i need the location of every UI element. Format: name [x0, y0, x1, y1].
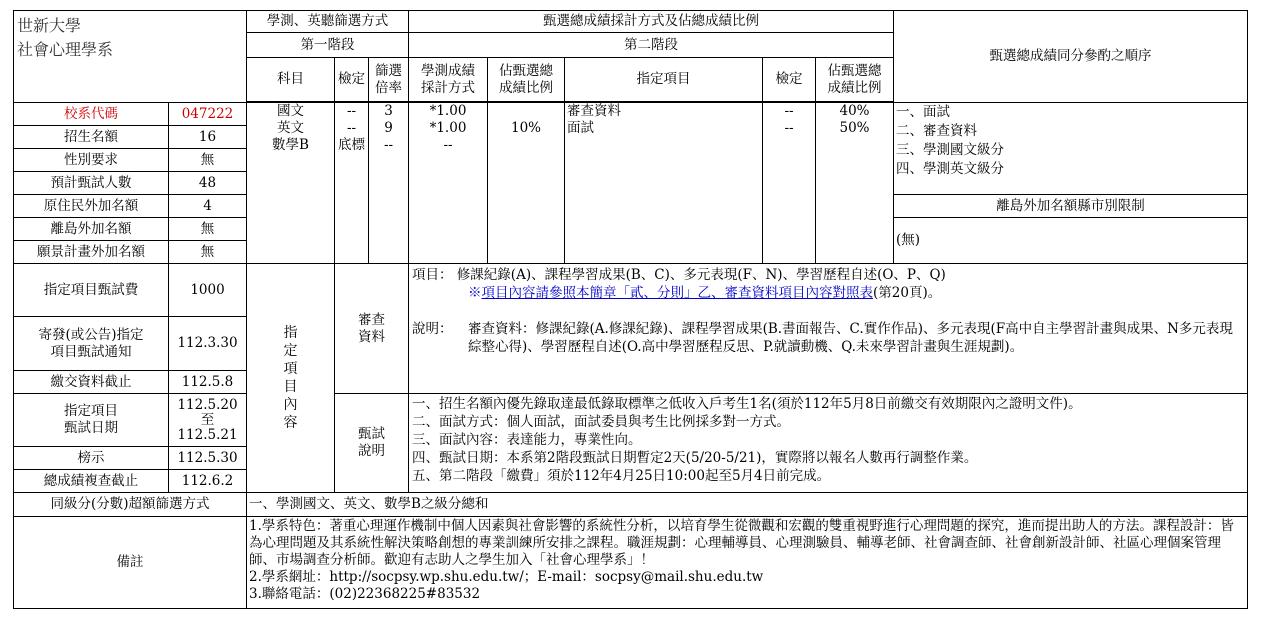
info-value: 無 — [169, 241, 247, 264]
info-value: 48 — [169, 172, 247, 195]
schedule-label: 總成績複查截止 — [14, 470, 169, 493]
subject-item: 英文 — [277, 120, 304, 136]
review-items-text: 修課紀錄(A)、課程學習成果(B、C)、多元表現(F、N)、學習歷程自述(O、P、Q) — [456, 267, 946, 283]
item-percent: 50% — [839, 120, 870, 136]
stage2-item-percents — [816, 103, 894, 264]
gsat-method-item: *1.00 — [429, 120, 467, 136]
subject-item: 國文 — [277, 103, 304, 119]
review-note — [412, 284, 1244, 302]
info-label: 性別要求 — [14, 149, 169, 172]
stage2-items — [565, 103, 763, 264]
info-label: 離島外加名額 — [14, 218, 169, 241]
subject-header: 科目 — [247, 58, 335, 102]
interview-label-cell — [335, 394, 409, 493]
designated-item: 審查資料 — [567, 103, 621, 119]
review-note-suffix: (第20頁)。 — [873, 285, 942, 301]
admission-table-wrapper — [13, 10, 1248, 609]
grading-title-header: 甄選總成績採計方式及佔總成績比例 — [409, 11, 894, 33]
schedule-value: 112.3.30 — [169, 317, 247, 371]
gsat-header-line2: 採計方式 — [421, 79, 475, 96]
gsat-percent-header-line2: 成績比例 — [499, 79, 553, 96]
stage1-checks — [335, 103, 369, 264]
review-note-prefix: ※ — [468, 285, 482, 301]
info-label: 原住民外加名額 — [14, 195, 169, 218]
remarks-content — [247, 517, 1248, 609]
same-grade-value: 一、學測國文、英文、數學B之級分總和 — [247, 493, 1248, 517]
tiebreak-item: 三、學測國文級分 — [896, 142, 1004, 158]
review-desc-prefix: 說明： — [412, 321, 453, 337]
same-grade-label: 同級分(分數)超額篩選方式 — [14, 493, 247, 517]
review-content — [409, 264, 1248, 394]
item-percent: 40% — [839, 103, 870, 119]
interview-label-line1: 甄試 — [358, 426, 385, 442]
info-label: 願景計畫外加名額 — [14, 241, 169, 264]
schedule-label: 榜示 — [14, 447, 169, 470]
review-items — [412, 266, 1244, 284]
content-label-char: 內 — [283, 397, 298, 413]
designated-items-header: 指定項目 — [565, 58, 763, 102]
content-label-char: 指 — [283, 325, 298, 341]
ratio-item: -- — [383, 137, 394, 153]
review-label-cell — [335, 264, 409, 394]
schedule-value: 1000 — [169, 264, 247, 317]
remarks-para: 1.學系特色：著重心理運作機制中個人因素與社會影響的系統性分析，以培育學生從微觀和宏觀的雙重視野進行心理問題的探究，進而提出助人的方法。課程設計：皆為心理問題及其系統性解決策略創想的專業訓練所安排之課程。職涯規劃：心理輔導員、心理測驗員、輔導老師、社會調查師、社會創新設計師、社區心理個案管理師、市場調查分析師。歡迎有志助人之學生加入「社會心理學系」！ — [249, 518, 1234, 568]
tiebreak-item: 一、面試 — [896, 104, 950, 120]
stage2-item-checks — [763, 103, 816, 264]
content-label-char: 容 — [283, 415, 298, 431]
review-note-link[interactable]: 項目內容請參照本簡章「貳、分則」乙、審查資料項目內容對照表 — [481, 285, 873, 301]
schedule-value-line2: 至 — [200, 411, 215, 428]
interview-line: 三、面試內容：表達能力，專業性向。 — [412, 432, 642, 448]
schedule-label: 指定項目甄試費 — [14, 264, 169, 317]
tiebreak-title-header: 甄選總成績同分參酌之順序 — [894, 11, 1248, 103]
info-label: 預計甄試人數 — [14, 172, 169, 195]
info-value: 4 — [169, 195, 247, 218]
island-title: 離島外加名額縣市別限制 — [894, 195, 1248, 218]
ratio-item: 9 — [384, 120, 393, 136]
info-label: 招生名額 — [14, 126, 169, 149]
ratio-header-line1: 篩選 — [375, 62, 402, 79]
remarks-label: 備註 — [14, 517, 247, 609]
interview-line: 二、面試方式：個人面試，面試委員與考生比例採多對一方式。 — [412, 414, 790, 430]
check-item: 底標 — [338, 137, 365, 153]
content-label — [284, 324, 298, 432]
remarks-para: 2.學系網址：http://socpsy.wp.shu.edu.tw/；E-mail：socpsy@mail.shu.edu.tw — [249, 569, 764, 585]
subject-item: 數學B — [272, 137, 309, 153]
content-label-char: 目 — [283, 379, 298, 395]
review-label-line1: 審查 — [358, 311, 385, 328]
interview-line: 四、甄試日期：本系第2階段甄試日期暫定2天(5/20-5/21)，實際將以報名人數再行調整作業。 — [412, 450, 978, 466]
check-item: -- — [346, 120, 357, 136]
info-value: 無 — [169, 149, 247, 172]
admission-table — [13, 10, 1248, 609]
review-desc-text: 審查資料：修課紀錄(A.修課紀錄)、課程學習成果(B.書面報告、C.實作作品)、多元表現(F高中自主學習計畫與成果、N多元表現綜整心得)、學習歷程自述(O.高中學習歷程反思、P.就讀動機、Q.未來學習計畫與生涯規劃)。 — [468, 321, 1233, 355]
schedule-label-line2: 甄試日期 — [64, 420, 118, 436]
review-desc — [412, 320, 1244, 356]
content-label-char: 項 — [283, 361, 298, 377]
schedule-value: 112.6.2 — [169, 470, 247, 493]
department-name: 社會心理學系 — [17, 40, 114, 59]
item-percent-header-line2: 成績比例 — [827, 79, 882, 96]
info-label: 校系代碼 — [14, 103, 169, 126]
remarks-para: 3.聯絡電話：(02)22368225#83532 — [249, 586, 481, 602]
gsat-percent-value: 10% — [510, 120, 541, 136]
stage-two-header: 第二階段 — [409, 33, 894, 58]
gsat-percent-header-line1: 佔甄選總 — [499, 62, 553, 79]
check-item: -- — [346, 103, 357, 119]
stage2-gsat-percent — [488, 103, 565, 264]
school-header-cell — [14, 11, 247, 103]
stage1-subjects — [247, 103, 335, 264]
item-check: -- — [784, 120, 794, 136]
school-name: 世新大學 — [17, 16, 82, 35]
check2-header: 檢定 — [763, 58, 816, 102]
check-header: 檢定 — [335, 58, 369, 102]
gsat-method-header — [409, 58, 488, 102]
gsat-method-item: *1.00 — [429, 103, 467, 119]
gsat-header-line1: 學測成績 — [421, 62, 475, 79]
schedule-label — [14, 317, 169, 371]
screening-method-header: 學測、英聽篩選方式 — [247, 11, 409, 33]
schedule-value: 112.5.30 — [169, 447, 247, 470]
stage2-gsat-methods — [409, 103, 488, 264]
content-label-cell — [247, 264, 335, 493]
item-percent-header — [816, 58, 894, 102]
review-label-line2: 資料 — [358, 328, 385, 345]
ratio-item: 3 — [384, 103, 393, 119]
designated-item: 面試 — [567, 120, 594, 136]
schedule-value — [169, 394, 247, 447]
content-label-char: 定 — [283, 343, 298, 359]
info-value: 16 — [169, 126, 247, 149]
review-items-prefix: 項目： — [412, 267, 453, 283]
stage-one-header: 第一階段 — [247, 33, 409, 58]
stage1-ratios — [369, 103, 409, 264]
item-check: -- — [784, 103, 794, 119]
tiebreak-order — [894, 103, 1248, 195]
item-percent-header-line1: 佔甄選總 — [827, 62, 882, 79]
tiebreak-item: 四、學測英文級分 — [896, 161, 1004, 177]
interview-line: 一、招生名額內優先錄取達最低錄取標準之低收入戶考生1名(須於112年5月8日前繳交有效期限內之證明文件)。 — [412, 396, 1082, 412]
interview-label-line2: 說明 — [358, 443, 385, 459]
schedule-label — [14, 394, 169, 447]
schedule-label: 繳交資料截止 — [14, 371, 169, 394]
tiebreak-item: 二、審查資料 — [896, 123, 977, 139]
interview-content — [409, 394, 1248, 493]
island-value: (無) — [894, 218, 1248, 264]
schedule-label-line2: 項目甄試通知 — [50, 343, 132, 360]
schedule-label-line1: 指定項目 — [64, 403, 118, 419]
interview-line: 五、第二階段「繳費」須於112年4月25日10:00起至5月4日前完成。 — [412, 468, 831, 484]
schedule-value-line1: 112.5.20 — [177, 396, 238, 413]
schedule-value-line3: 112.5.21 — [177, 426, 238, 443]
ratio-header — [369, 58, 409, 102]
info-value: 047222 — [169, 103, 247, 126]
gsat-percent-header — [488, 58, 565, 102]
schedule-label-line1: 寄發(或公告)指定 — [38, 326, 144, 343]
info-value: 無 — [169, 218, 247, 241]
gsat-method-item: -- — [443, 137, 453, 153]
schedule-value: 112.5.8 — [169, 371, 247, 394]
ratio-header-line2: 倍率 — [375, 79, 402, 96]
